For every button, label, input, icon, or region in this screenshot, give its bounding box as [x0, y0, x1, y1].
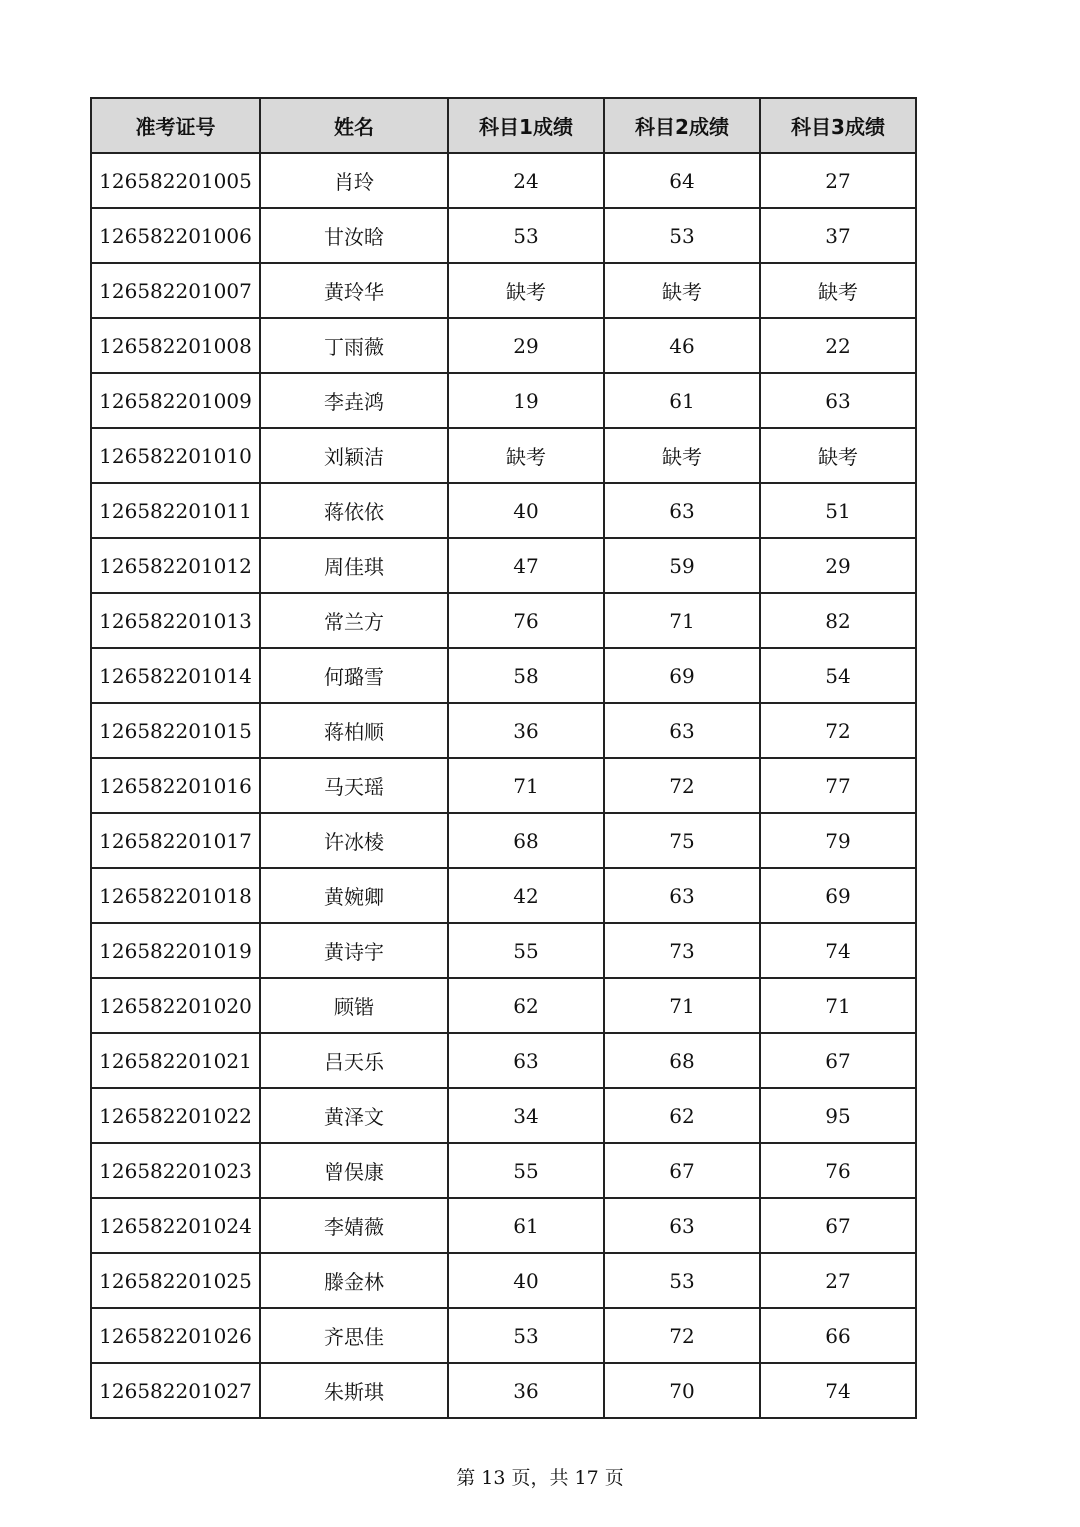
exam-id-cell: 126582201018 [91, 868, 260, 923]
subject1-score-cell: 40 [448, 483, 604, 538]
subject2-score-cell: 71 [604, 593, 760, 648]
subject3-score-cell: 29 [760, 538, 916, 593]
subject2-score-cell: 69 [604, 648, 760, 703]
header-row [91, 98, 916, 153]
subject2-score-cell: 72 [604, 1308, 760, 1363]
subject1-score-cell: 58 [448, 648, 604, 703]
subject3-score-cell: 77 [760, 758, 916, 813]
subject1-score-cell: 55 [448, 923, 604, 978]
subject3-score-cell: 72 [760, 703, 916, 758]
name-cell: 李婧薇 [260, 1198, 448, 1253]
subject1-score-cell: 40 [448, 1253, 604, 1308]
table-row [91, 1253, 916, 1308]
subject1-score-cell: 76 [448, 593, 604, 648]
table-body [91, 153, 916, 1418]
subject3-score-cell: 79 [760, 813, 916, 868]
subject3-score-cell: 27 [760, 153, 916, 208]
subject1-score-cell: 68 [448, 813, 604, 868]
exam-id-cell: 126582201023 [91, 1143, 260, 1198]
header-cell-exam-id: 准考证号 [91, 98, 260, 153]
subject2-score-cell: 53 [604, 1253, 760, 1308]
subject2-score-cell: 61 [604, 373, 760, 428]
subject2-score-cell: 67 [604, 1143, 760, 1198]
exam-id-cell: 126582201026 [91, 1308, 260, 1363]
name-cell: 黄泽文 [260, 1088, 448, 1143]
subject2-score-cell: 63 [604, 703, 760, 758]
table-row [91, 978, 916, 1033]
subject2-score-cell: 70 [604, 1363, 760, 1418]
subject3-score-cell: 74 [760, 923, 916, 978]
exam-id-cell: 126582201016 [91, 758, 260, 813]
subject2-score-cell: 59 [604, 538, 760, 593]
subject1-score-cell: 19 [448, 373, 604, 428]
score-table [90, 97, 917, 1419]
name-cell: 周佳琪 [260, 538, 448, 593]
subject2-score-cell: 75 [604, 813, 760, 868]
subject1-score-cell: 71 [448, 758, 604, 813]
subject3-score-cell: 67 [760, 1198, 916, 1253]
table-row [91, 153, 916, 208]
exam-id-cell: 126582201014 [91, 648, 260, 703]
exam-id-cell: 126582201021 [91, 1033, 260, 1088]
subject3-score-cell: 66 [760, 1308, 916, 1363]
subject1-score-cell: 62 [448, 978, 604, 1033]
subject1-score-cell: 63 [448, 1033, 604, 1088]
name-cell: 甘汝晗 [260, 208, 448, 263]
page-footer: 第 13 页，共 17 页 [456, 1467, 624, 1489]
header-cell-subject2: 科目2成绩 [604, 98, 760, 153]
name-cell: 蒋柏顺 [260, 703, 448, 758]
subject2-score-cell: 72 [604, 758, 760, 813]
table-row [91, 1088, 916, 1143]
name-cell: 肖玲 [260, 153, 448, 208]
table-row [91, 318, 916, 373]
subject3-score-cell: 缺考 [760, 263, 916, 318]
exam-id-cell: 126582201025 [91, 1253, 260, 1308]
name-cell: 曾俣康 [260, 1143, 448, 1198]
exam-id-cell: 126582201006 [91, 208, 260, 263]
name-cell: 黄玲华 [260, 263, 448, 318]
table-row [91, 758, 916, 813]
subject3-score-cell: 37 [760, 208, 916, 263]
subject1-score-cell: 24 [448, 153, 604, 208]
table-row [91, 1143, 916, 1198]
subject2-score-cell: 62 [604, 1088, 760, 1143]
subject3-score-cell: 63 [760, 373, 916, 428]
table-row [91, 538, 916, 593]
subject3-score-cell: 69 [760, 868, 916, 923]
table-row [91, 703, 916, 758]
subject2-score-cell: 63 [604, 483, 760, 538]
subject1-score-cell: 36 [448, 1363, 604, 1418]
exam-id-cell: 126582201008 [91, 318, 260, 373]
name-cell: 常兰方 [260, 593, 448, 648]
table-row [91, 813, 916, 868]
subject1-score-cell: 36 [448, 703, 604, 758]
subject3-score-cell: 76 [760, 1143, 916, 1198]
subject1-score-cell: 42 [448, 868, 604, 923]
table-row [91, 208, 916, 263]
subject2-score-cell: 46 [604, 318, 760, 373]
exam-id-cell: 126582201013 [91, 593, 260, 648]
header-cell-subject3: 科目3成绩 [760, 98, 916, 153]
name-cell: 马天瑶 [260, 758, 448, 813]
exam-id-cell: 126582201005 [91, 153, 260, 208]
table-row [91, 923, 916, 978]
name-cell: 黄婉卿 [260, 868, 448, 923]
table-row [91, 868, 916, 923]
subject2-score-cell: 71 [604, 978, 760, 1033]
name-cell: 朱斯琪 [260, 1363, 448, 1418]
table-row [91, 1033, 916, 1088]
name-cell: 滕金林 [260, 1253, 448, 1308]
subject1-score-cell: 55 [448, 1143, 604, 1198]
subject3-score-cell: 74 [760, 1363, 916, 1418]
subject2-score-cell: 53 [604, 208, 760, 263]
name-cell: 何璐雪 [260, 648, 448, 703]
exam-id-cell: 126582201020 [91, 978, 260, 1033]
subject2-score-cell: 68 [604, 1033, 760, 1088]
exam-id-cell: 126582201011 [91, 483, 260, 538]
exam-id-cell: 126582201012 [91, 538, 260, 593]
name-cell: 许冰棱 [260, 813, 448, 868]
exam-id-cell: 126582201024 [91, 1198, 260, 1253]
subject1-score-cell: 53 [448, 208, 604, 263]
subject3-score-cell: 缺考 [760, 428, 916, 483]
subject3-score-cell: 54 [760, 648, 916, 703]
table-row [91, 373, 916, 428]
exam-id-cell: 126582201010 [91, 428, 260, 483]
table-row [91, 1198, 916, 1253]
header-cell-subject1: 科目1成绩 [448, 98, 604, 153]
subject3-score-cell: 71 [760, 978, 916, 1033]
exam-id-cell: 126582201019 [91, 923, 260, 978]
subject1-score-cell: 34 [448, 1088, 604, 1143]
subject3-score-cell: 95 [760, 1088, 916, 1143]
subject3-score-cell: 51 [760, 483, 916, 538]
subject3-score-cell: 82 [760, 593, 916, 648]
table-row [91, 593, 916, 648]
subject3-score-cell: 67 [760, 1033, 916, 1088]
subject1-score-cell: 47 [448, 538, 604, 593]
name-cell: 黄诗宇 [260, 923, 448, 978]
subject2-score-cell: 73 [604, 923, 760, 978]
exam-id-cell: 126582201022 [91, 1088, 260, 1143]
table-row [91, 1308, 916, 1363]
exam-id-cell: 126582201015 [91, 703, 260, 758]
subject2-score-cell: 缺考 [604, 428, 760, 483]
name-cell: 吕天乐 [260, 1033, 448, 1088]
exam-id-cell: 126582201017 [91, 813, 260, 868]
name-cell: 丁雨薇 [260, 318, 448, 373]
exam-id-cell: 126582201009 [91, 373, 260, 428]
subject1-score-cell: 缺考 [448, 428, 604, 483]
subject1-score-cell: 缺考 [448, 263, 604, 318]
subject1-score-cell: 29 [448, 318, 604, 373]
subject2-score-cell: 63 [604, 868, 760, 923]
exam-id-cell: 126582201027 [91, 1363, 260, 1418]
subject2-score-cell: 63 [604, 1198, 760, 1253]
name-cell: 蒋依依 [260, 483, 448, 538]
name-cell: 刘颖洁 [260, 428, 448, 483]
table-row [91, 263, 916, 318]
subject3-score-cell: 22 [760, 318, 916, 373]
table-row [91, 1363, 916, 1418]
exam-id-cell: 126582201007 [91, 263, 260, 318]
subject2-score-cell: 64 [604, 153, 760, 208]
name-cell: 李垚鸿 [260, 373, 448, 428]
name-cell: 齐思佳 [260, 1308, 448, 1363]
subject1-score-cell: 61 [448, 1198, 604, 1253]
subject1-score-cell: 53 [448, 1308, 604, 1363]
header-cell-name: 姓名 [260, 98, 448, 153]
subject3-score-cell: 27 [760, 1253, 916, 1308]
name-cell: 顾锴 [260, 978, 448, 1033]
table-row [91, 483, 916, 538]
subject2-score-cell: 缺考 [604, 263, 760, 318]
table-row [91, 428, 916, 483]
table-row [91, 648, 916, 703]
